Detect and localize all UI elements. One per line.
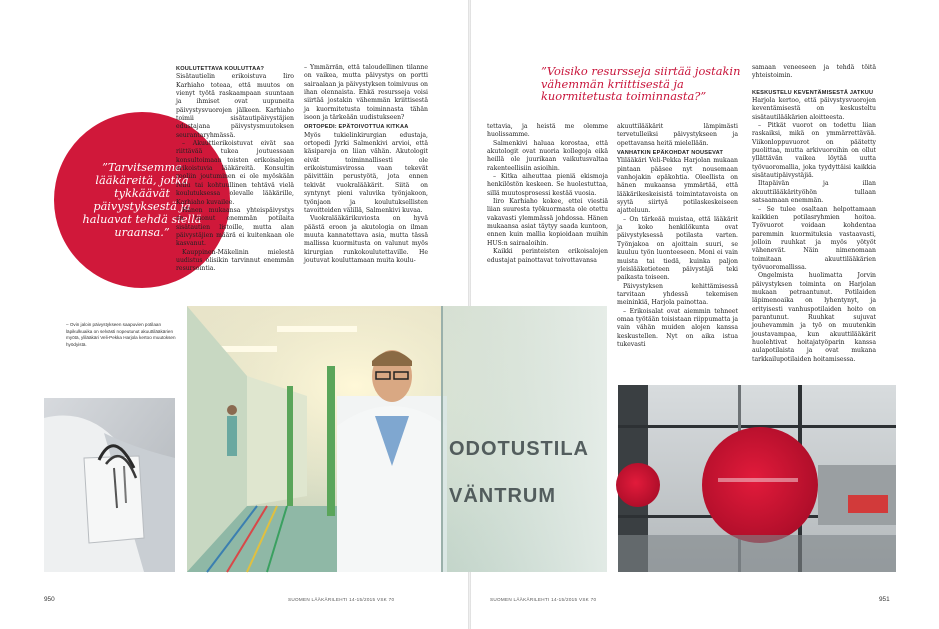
paragraph: Kauppinen-Mäkelinin mielestä uudistus olisikin tarvinnut enemmän resursointia. xyxy=(176,248,294,273)
corridor-photo xyxy=(187,306,607,572)
running-head-right: SUOMEN LÄÄKÄRILEHTI 14-15/2015 VSK 70 xyxy=(490,597,597,602)
door-sign-line-2: VÄNTRUM xyxy=(449,485,556,507)
photo-caption: – Ovin jaloin päivystykseen saapuvien potilaan läpikulkuaika on selvästi nopeutunut akuuttilääkärien myötä, ylilääkäri Veli-Pekka Harjola kertoo muutoksen hyödyistä. xyxy=(66,322,176,347)
paragraph: tettavia, ja heistä me olemme huolissamme. xyxy=(487,123,608,139)
paragraph: – Se tulee osaltaan helpottamaan kaikkien potilasryhmien hoitoa. Työvuorot voidaan kohdentaa paremmin kuormituksia vastaavasti, jolloin ruuhkat ja myös yötyöt vähenevät. Näin nimenomaan toimitaan akuuttilääkärien työvuoromallissa. xyxy=(752,205,876,271)
paragraph: Iiro Karhiaho kokee, ettei viestiä liian suuresta työkuormasta ole otettu vakavasti ylemmässä johdossa. Hänen mukaansa asiat täytyy saada kuntoon, ennen kuin mallia kopioidaan muihin HUS:n sairaaloihin. xyxy=(487,198,608,247)
subheading: VANHATKIN EPÄKOHDAT NOUSEVAT xyxy=(617,150,724,157)
paragraph: Salmenkivi haluaa korostaa, että akutologit ovat nuoria kollegoja eikä heillä ole juurikaan vaikutusvaltaa rakenteellisiin asioihin. xyxy=(487,139,608,172)
paragraph: – On tärkeää muistaa, että lääkärit ja koko henkilökunta ovat päivystyksessä potilasta varten. Työnjakoa on ajoittain suuri, se kuuluu työn luonteeseen. Moni ei vain muista tai tiedä, kuinka paljon yleislääketieteen päivystäjä teki paikasta toiseen. xyxy=(617,215,738,282)
red-sign-photo xyxy=(618,385,896,572)
page-number-left: 950 xyxy=(44,596,55,603)
paragraph: Sisätautielin erikoistuva Iiro Karhiaho toteaa, että muutos on vienyt työtä raskaampaan suuntaan ja ihmiset ovat uupuneita päivystysvuorojen jälkeen. Karhiaho toimii sisätautipäivystäjien edustajana päivystysmuutoksen seurantaryhmässä. xyxy=(176,73,294,139)
paragraph: Ongelmista huolimatta Jorvin päivystyksen toiminta on Harjolan mukaan petraantunut. Potilaiden läpimenoaika on lyhentynyt, ja erityisesti vanhuspotilaiden hoito on parantunut. Ruuhkat sujuvat jouhevammin ja työ on muutenkin joustavampaa, kun akuuttilääkärit huolehtivat hoitajatyöparin kanssa aulapotilaista ja ovat mukana tarkkailupotilaiden hoitamisessa. xyxy=(752,272,876,363)
pullquote-left: ”Tarvitsemme lääkäreitä, jotka tykkäävät päivystyksestä ja haluavat tehdä siellä uraansa.” xyxy=(82,161,202,239)
paragraph: samaan veneeseen ja tehdä töitä yhteistoimin. xyxy=(752,64,876,80)
paragraph: Päivystyksen kehittämisessä tarvitaan yhdessä tekemisen meininkiä, Harjola painottaa. xyxy=(617,282,738,307)
paragraph: – Erikoisalat ovat aiemmin tehneet omaa työtään toisistaan riippumatta ja vain vähän muiden alojen kanssa keskustellen. Nyt on aika istua tukevasti xyxy=(617,307,738,348)
paragraph: Kaikki perinteisten erikoisalojen edustajat painottavat toivottavansa xyxy=(487,248,608,264)
running-head-left: SUOMEN LÄÄKÄRILEHTI 14-15/2015 VSK 70 xyxy=(288,597,395,602)
paragraph: – Akuuttierikoistuvat eivät saa riittävää tukea joutuessaan konsultoimaan toisten erikoisalojen erikoistuvia lääkäreitä. Konsultin rooliin joutuminen ei ole myöskään reilu tai kohtuullinen tehtävä vielä koulutuksessa olevalle lääkärille, Karhiaho kuvailee. xyxy=(176,140,294,206)
text-column-3 xyxy=(487,123,608,291)
page-number-right: 951 xyxy=(879,596,890,603)
text-column-2 xyxy=(304,64,428,290)
paragraph: Iltapäivän ja illan akuuttilääkärityöhön tullaan satsaamaan enemmän. xyxy=(752,180,876,205)
text-column-1 xyxy=(176,64,294,290)
paragraph: – Kitka aiheuttaa pieniä ekismoja henkilöstön keskeen. Se huolestuttaa, sillä muutosprosessi kestää vuosia. xyxy=(487,173,608,197)
paragraph: Myös tukielinkirurgian edustaja, ortopedi Jyrki Salmenkivi arvioi, että käsipareja on liian vähän. Akutologit eivät toiminnallisesti ole erikoistumisvirossa vaan tekevät päivittäin perustyötä, jota ennen tekivät vuokralääkärit. Siitä on syntynyt pieni valuvika työnjakoon, työnjaon ja koulutuksellisten tavoitteiden välillä, Salmenkivi kuvaa. xyxy=(304,131,428,214)
door-sign-line-1: ODOTUSTILA xyxy=(449,438,589,460)
paragraph: Harjola kertoo, että päivystysvuorojen keventämisestä on keskusteltu sisätautilääkärien aloitteesta. xyxy=(752,97,876,121)
paragraph: – Pitkät vuorot on todettu liian raskaiksi, mikä on ymmärrettävää. Viikonloppuvuorot on päätetty puolittaa, mutta arkivuoroihin on ollut yllättävän vaikea löytää uutta työvuoromallia, joka tyydyttäisi kaikkia sisätautipäivystäjiä. xyxy=(752,122,876,180)
paragraph: – Ymmärrän, että taloudellinen tilanne on vaikea, mutta päivystys on portti sairaalaan ja päivystyksen toimivuus on ihan olennaista. Ehkä resursseja voisi siirtää jostakin vähemmän kriittisestä ja kuormitetusta toiminnasta tähän isoon ja tärkeään uudistukseen? xyxy=(304,64,428,122)
paragraph: Vuokralääkärikuviosta on hyvä päästä eroon ja akutologia on ilman muuta kannatettava asia, mutta tässä mallissa kuormitusta on valunut myös kirurgian runkokoulutettaville. He joutuvat kouluttamaan muita koulu- xyxy=(304,215,428,264)
subheading: KESKUSTELU KEVENTÄMISESTÄ JATKUU xyxy=(752,89,874,96)
door-sign xyxy=(449,438,604,508)
paragraph: Ylilääkäri Veli-Pekka Harjolan mukaan pintaan pääsee nyt nousemaan vanhojakin epäkohtia. Oleellista on hänen mukaansa ymmärtää, että lääkärikeskeisistä toimintatavoista on syytä siirtyä potilaskeskeiseen ajatteluun. xyxy=(617,157,738,215)
paragraph: Hänen mukaansa yhteispäivystys on tuonut enemmän potilaita sisätautien listoille, mutta alan päivystäjien määrä ei kuitenkaan ole kasvanut. xyxy=(176,206,294,248)
text-column-4 xyxy=(617,123,738,348)
paragraph: akuuttilääkärit lämpimästi tervetulleiksi päivystykseen ja opettavansa heitä mielellään. xyxy=(617,123,738,147)
text-column-5 xyxy=(752,64,876,388)
subheading: ORTOPEDI: EPÄTOIVOTTUA KITKAA xyxy=(304,124,409,131)
coat-photo xyxy=(44,398,175,572)
pullquote-right: ”Voisiko resursseja siirtää jostakin vähemmän kriittisestä ja kuormitetusta toiminnasta?” xyxy=(541,64,741,104)
subheading: KOULUTETTAVA KOULUTTAA? xyxy=(176,66,265,72)
